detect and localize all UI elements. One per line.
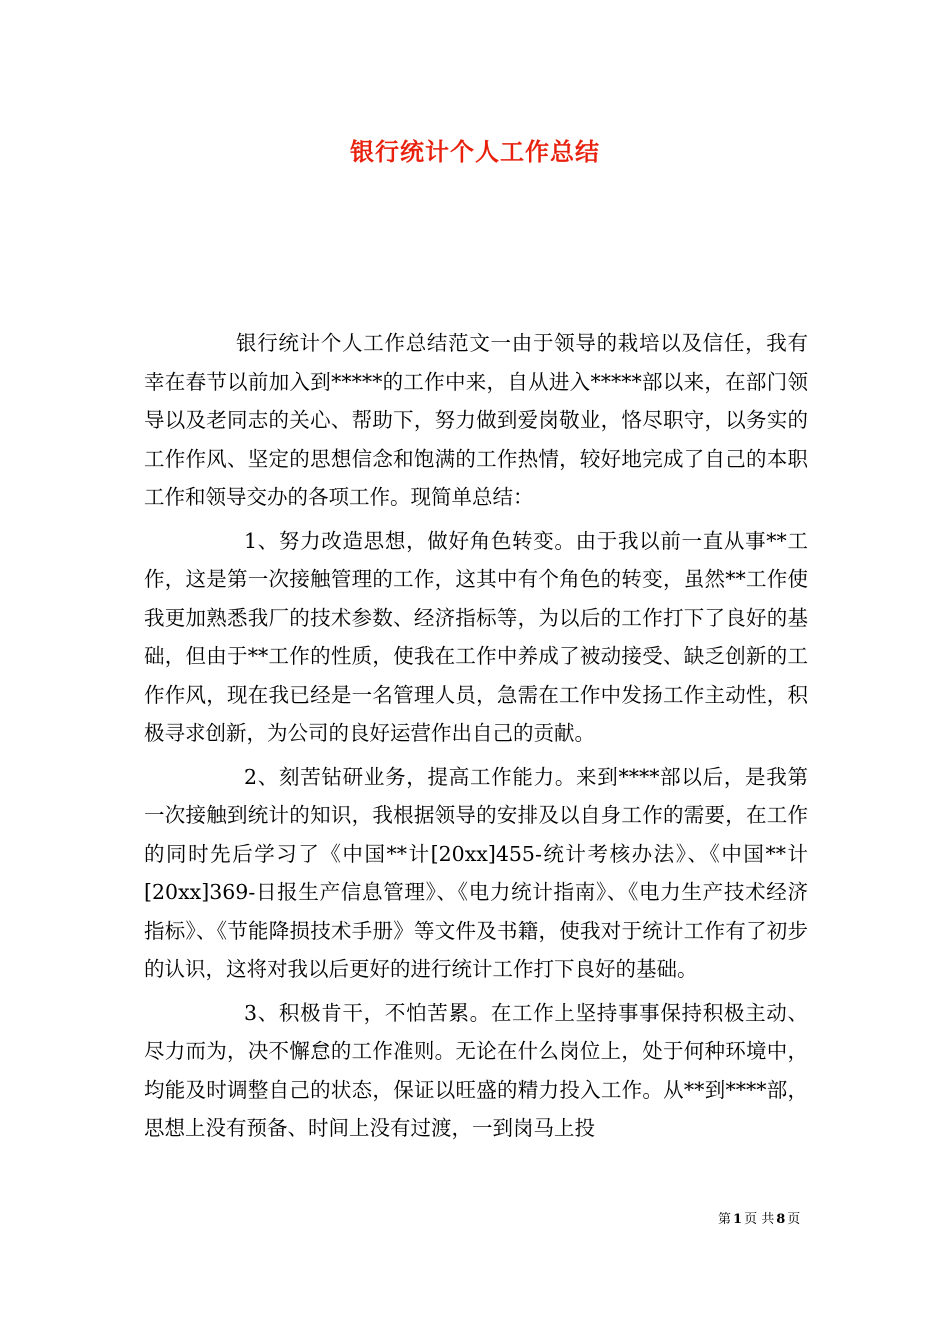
document-title: 银行统计个人工作总结 bbox=[350, 137, 600, 166]
paragraph-intro: 银行统计个人工作总结范文一由于领导的栽培以及信任，我有幸在春节以前加入到*****的工作中来，自从进入*****部以来，在部门领导以及老同志的关心、帮助下，努力做到爱岗敬业，恪尽职守，以务实的工作作风、坚定的思想信念和饱满的工作热情，较好地完成了自己的本职工作和领导交办的各项工作。现简单总结： bbox=[144, 331, 808, 509]
page-footer bbox=[718, 1208, 800, 1227]
footer-suffix: 页 bbox=[787, 1212, 801, 1227]
paragraph-item-2: 2、刻苦钻研业务，提高工作能力。来到****部以后，是我第一次接触到统计的知识，我根据领导的安排及以自身工作的需要，在工作的同时先后学习了《中国**计[20xx]455-统计考核办法》、《中国**计[20xx]369-日报生产信息管理》、《电力统计指南》、《电力生产技术经济指标》、《节能降损技术手册》等文件及书籍，使我对于统计工作有了初步的认识，这将对我以后更好的进行统计工作打下良好的基础。 bbox=[144, 764, 808, 981]
footer-page-total: 8 bbox=[776, 1212, 786, 1227]
document-body bbox=[144, 324, 808, 1153]
paragraph-item-3: 3、积极肯干，不怕苦累。在工作上坚持事事保持积极主动、尽力而为，决不懈怠的工作准则。无论在什么岗位上，处于何种环境中，均能及时调整自己的状态，保证以旺盛的精力投入工作。从**到****部，思想上没有预备、时间上没有过渡，一到岗马上投 bbox=[144, 1000, 808, 1140]
footer-middle: 页 共 bbox=[744, 1212, 775, 1227]
footer-page-number: 1 bbox=[733, 1212, 743, 1227]
paragraph-item-1: 1、努力改造思想，做好角色转变。由于我以前一直从事**工作，这是第一次接触管理的工作，这其中有个角色的转变，虽然**工作使我更加熟悉我厂的技术参数、经济指标等，为以后的工作打下了良好的基础，但由于**工作的性质，使我在工作中养成了被动接受、缺乏创新的工作作风，现在我已经是一名管理人员，急需在工作中发扬工作主动性，积极寻求创新，为公司的良好运营作出自己的贡献。 bbox=[144, 528, 808, 745]
footer-prefix: 第 bbox=[718, 1212, 732, 1227]
